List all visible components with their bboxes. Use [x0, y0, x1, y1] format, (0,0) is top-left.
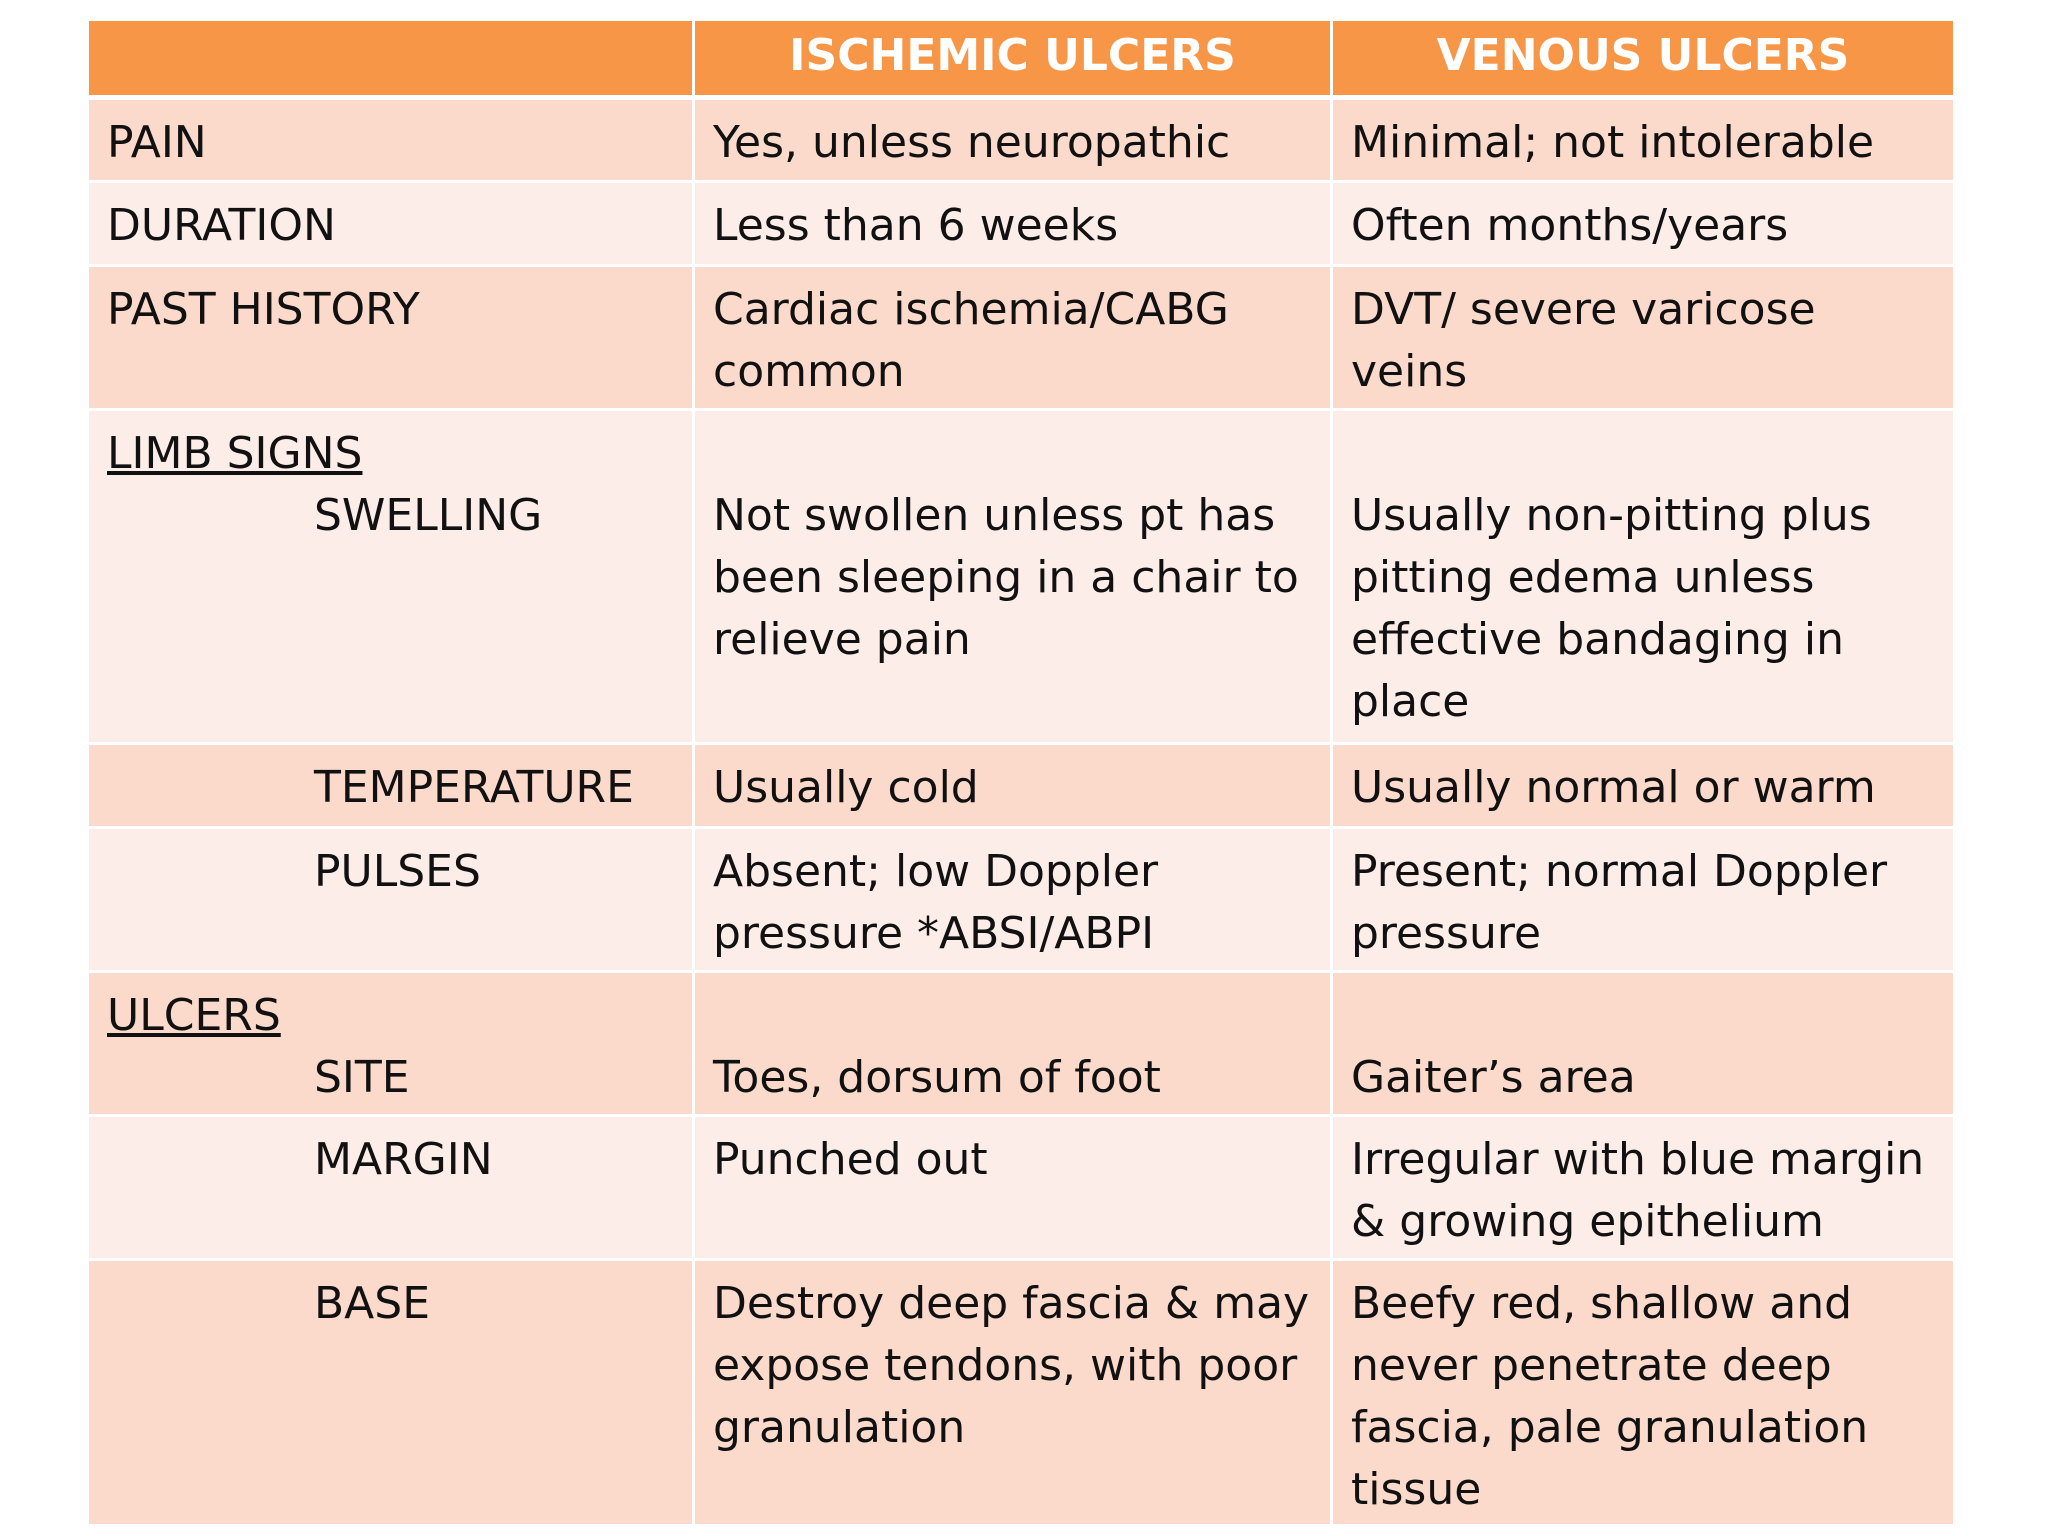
ischemic-text: Not swollen unless pt has been sleeping in a chair to relieve pain: [713, 490, 1299, 665]
table-row: [88, 1260, 1955, 1526]
venous-text: Gaiter’s area: [1351, 1052, 1636, 1103]
venous-cell: [1332, 266, 1955, 410]
section-title-ulcers: ULCERS: [107, 990, 281, 1041]
row-label: [88, 1116, 694, 1260]
ischemic-text: Yes, unless neuropathic: [713, 117, 1231, 168]
venous-cell: [1332, 410, 1955, 744]
ischemic-cell: [694, 182, 1332, 266]
ischemic-cell: [694, 1116, 1332, 1260]
ischemic-cell: [694, 972, 1332, 1116]
table-row: [88, 266, 1955, 410]
venous-text: Often months/years: [1351, 200, 1789, 251]
row-label: [88, 98, 694, 182]
ischemic-cell: [694, 266, 1332, 410]
ischemic-text: Cardiac ischemia/CABG common: [713, 284, 1229, 397]
row-label-text: DURATION: [107, 200, 336, 251]
venous-text: Usually non-pitting plus pitting edema unless effective bandaging in place: [1351, 490, 1872, 727]
venous-cell: [1332, 98, 1955, 182]
venous-text: Irregular with blue margin & growing epithelium: [1351, 1134, 1925, 1247]
ischemic-text: Punched out: [713, 1134, 988, 1185]
ischemic-text: Less than 6 weeks: [713, 200, 1119, 251]
row-label-text: MARGIN: [314, 1134, 493, 1185]
row-label: [88, 182, 694, 266]
venous-text: Usually normal or warm: [1351, 762, 1876, 813]
ischemic-cell: [694, 1260, 1332, 1526]
row-label-text: SITE: [314, 1052, 410, 1103]
ischemic-cell: [694, 410, 1332, 744]
header-row: [88, 20, 1955, 98]
table-row: [88, 1116, 1955, 1260]
section-title-limb-signs: LIMB SIGNS: [107, 428, 363, 479]
ischemic-text: Absent; low Doppler pressure *ABSI/ABPI: [713, 846, 1159, 959]
row-label-text: SWELLING: [314, 490, 543, 541]
row-label: [88, 744, 694, 828]
ischemic-cell: [694, 98, 1332, 182]
table-row: [88, 828, 1955, 972]
table-row: [88, 182, 1955, 266]
venous-cell: [1332, 744, 1955, 828]
row-label: [88, 266, 694, 410]
table-row: [88, 972, 1955, 1116]
ischemic-text: Destroy deep fascia & may expose tendons, with poor granulation: [713, 1278, 1310, 1453]
table-row: [88, 410, 1955, 744]
venous-cell: [1332, 972, 1955, 1116]
ischemic-text: Usually cold: [713, 762, 979, 813]
table-row: [88, 744, 1955, 828]
venous-cell: [1332, 1116, 1955, 1260]
row-label-text: BASE: [314, 1278, 431, 1329]
row-label-text: PAIN: [107, 117, 207, 168]
ischemic-cell: [694, 828, 1332, 972]
row-label-text: TEMPERATURE: [314, 762, 634, 813]
ischemic-cell: [694, 744, 1332, 828]
venous-text: Minimal; not intolerable: [1351, 117, 1875, 168]
header-feature: [88, 20, 694, 98]
row-label: [88, 828, 694, 972]
row-label-text: PULSES: [314, 846, 481, 897]
venous-text: Beefy red, shallow and never penetrate deep fascia, pale granulation tissue: [1351, 1278, 1869, 1515]
row-label-text: PAST HISTORY: [107, 284, 420, 335]
venous-cell: [1332, 182, 1955, 266]
venous-text: DVT/ severe varicose veins: [1351, 284, 1816, 397]
table-row: [88, 98, 1955, 182]
ischemic-text: Toes, dorsum of foot: [713, 1052, 1161, 1103]
row-label: [88, 972, 694, 1116]
comparison-table: [86, 18, 1956, 1527]
venous-cell: [1332, 828, 1955, 972]
header-venous-ulcers: VENOUS ULCERS: [1332, 20, 1955, 98]
venous-text: Present; normal Doppler pressure: [1351, 846, 1888, 959]
row-label: [88, 1260, 694, 1526]
venous-cell: [1332, 1260, 1955, 1526]
header-ischemic-ulcers: ISCHEMIC ULCERS: [694, 20, 1332, 98]
row-label: [88, 410, 694, 744]
